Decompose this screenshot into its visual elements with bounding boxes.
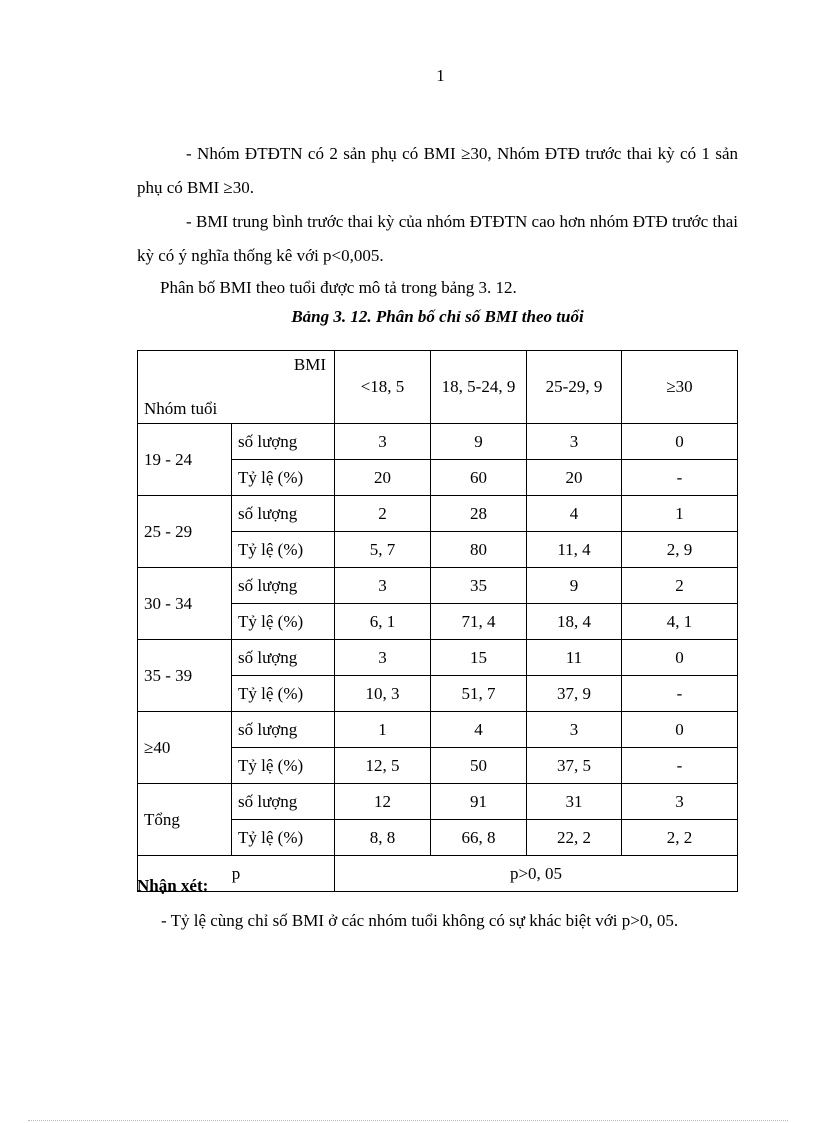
rate-cell: 6, 1	[335, 604, 431, 640]
count-cell: 11	[527, 640, 622, 676]
count-cell: 4	[527, 496, 622, 532]
rate-cell: 22, 2	[527, 820, 622, 856]
table-row	[138, 424, 738, 460]
count-cell: 3	[335, 424, 431, 460]
rate-cell: 66, 8	[431, 820, 527, 856]
rate-cell: 12, 5	[335, 748, 431, 784]
age-group-cell: Tổng	[138, 784, 232, 856]
rate-cell: 2, 9	[622, 532, 738, 568]
rate-cell: -	[622, 676, 738, 712]
rate-cell: -	[622, 460, 738, 496]
count-cell: 2	[622, 568, 738, 604]
paragraph-3: Phân bố BMI theo tuổi được mô tả trong bảng 3. 12.	[160, 278, 517, 297]
footer-divider	[28, 1120, 788, 1121]
rate-cell: 51, 7	[431, 676, 527, 712]
comment-text: - Tỷ lệ cùng chỉ số BMI ở các nhóm tuổi không có sự khác biệt với p>0, 05.	[161, 911, 679, 930]
count-cell: 1	[622, 496, 738, 532]
count-cell: 3	[527, 424, 622, 460]
p-value-row	[138, 856, 738, 892]
count-cell: 4	[431, 712, 527, 748]
count-cell: 3	[527, 712, 622, 748]
rate-cell: 37, 9	[527, 676, 622, 712]
row-label-rate: Tỷ lệ (%)	[232, 820, 335, 856]
age-group-cell: ≥40	[138, 712, 232, 784]
row-label-count: số lượng	[232, 784, 335, 820]
count-cell: 0	[622, 640, 738, 676]
rate-cell: 60	[431, 460, 527, 496]
p-value-cell: p>0, 05	[335, 856, 738, 892]
count-cell: 3	[335, 640, 431, 676]
rate-cell: 71, 4	[431, 604, 527, 640]
bmi-age-table	[137, 350, 738, 892]
table-row	[138, 640, 738, 676]
age-group-cell: 35 - 39	[138, 640, 232, 712]
rate-cell: 20	[527, 460, 622, 496]
age-group-cell: 30 - 34	[138, 568, 232, 640]
rate-cell: 11, 4	[527, 532, 622, 568]
count-cell: 28	[431, 496, 527, 532]
row-label-rate: Tỷ lệ (%)	[232, 748, 335, 784]
row-label-count: số lượng	[232, 712, 335, 748]
count-cell: 31	[527, 784, 622, 820]
rate-cell: 20	[335, 460, 431, 496]
row-label-count: số lượng	[232, 568, 335, 604]
count-cell: 2	[335, 496, 431, 532]
count-cell: 12	[335, 784, 431, 820]
corner-bmi-label: BMI	[293, 355, 326, 374]
rate-cell: 8, 8	[335, 820, 431, 856]
count-cell: 15	[431, 640, 527, 676]
row-label-count: số lượng	[232, 424, 335, 460]
row-label-rate: Tỷ lệ (%)	[232, 604, 335, 640]
rate-cell: 5, 7	[335, 532, 431, 568]
table-row	[138, 496, 738, 532]
count-cell: 0	[622, 712, 738, 748]
rate-cell: 10, 3	[335, 676, 431, 712]
rate-cell: 18, 4	[527, 604, 622, 640]
row-label-count: số lượng	[232, 496, 335, 532]
rate-cell: 50	[431, 748, 527, 784]
table-row	[138, 712, 738, 748]
column-header: ≥30	[622, 351, 738, 424]
rate-cell: -	[622, 748, 738, 784]
rate-cell: 2, 2	[622, 820, 738, 856]
page-number: 1	[436, 66, 445, 85]
column-header: 18, 5-24, 9	[431, 351, 527, 424]
table-header-row	[138, 351, 738, 424]
count-cell: 91	[431, 784, 527, 820]
table-row	[138, 784, 738, 820]
count-cell: 35	[431, 568, 527, 604]
count-cell: 9	[527, 568, 622, 604]
rate-cell: 37, 5	[527, 748, 622, 784]
row-label-rate: Tỷ lệ (%)	[232, 532, 335, 568]
count-cell: 9	[431, 424, 527, 460]
paragraph-1: - Nhóm ĐTĐTN có 2 sản phụ có BMI ≥30, Nhóm ĐTĐ trước thai kỳ có 1 sản phụ có BMI ≥30.	[137, 144, 738, 197]
count-cell: 3	[335, 568, 431, 604]
column-header: 25-29, 9	[527, 351, 622, 424]
count-cell: 1	[335, 712, 431, 748]
table-corner-cell	[138, 351, 335, 424]
rate-cell: 4, 1	[622, 604, 738, 640]
column-header: <18, 5	[335, 351, 431, 424]
row-label-rate: Tỷ lệ (%)	[232, 460, 335, 496]
age-group-cell: 19 - 24	[138, 424, 232, 496]
table-row	[138, 568, 738, 604]
rate-cell: 80	[431, 532, 527, 568]
row-label-rate: Tỷ lệ (%)	[232, 676, 335, 712]
corner-age-group-label: Nhóm tuổi	[144, 399, 218, 418]
row-label-count: số lượng	[232, 640, 335, 676]
count-cell: 0	[622, 424, 738, 460]
age-group-cell: 25 - 29	[138, 496, 232, 568]
table-caption: Bảng 3. 12. Phân bố chỉ số BMI theo tuổi	[291, 307, 584, 326]
count-cell: 3	[622, 784, 738, 820]
comment-title: Nhận xét:	[137, 876, 209, 895]
p-label-cell: p	[138, 856, 335, 892]
paragraph-2: - BMI trung bình trước thai kỳ của nhóm ĐTĐTN cao hơn nhóm ĐTĐ trước thai kỳ có ý nghĩa thống kê với p<0,005.	[137, 212, 738, 265]
